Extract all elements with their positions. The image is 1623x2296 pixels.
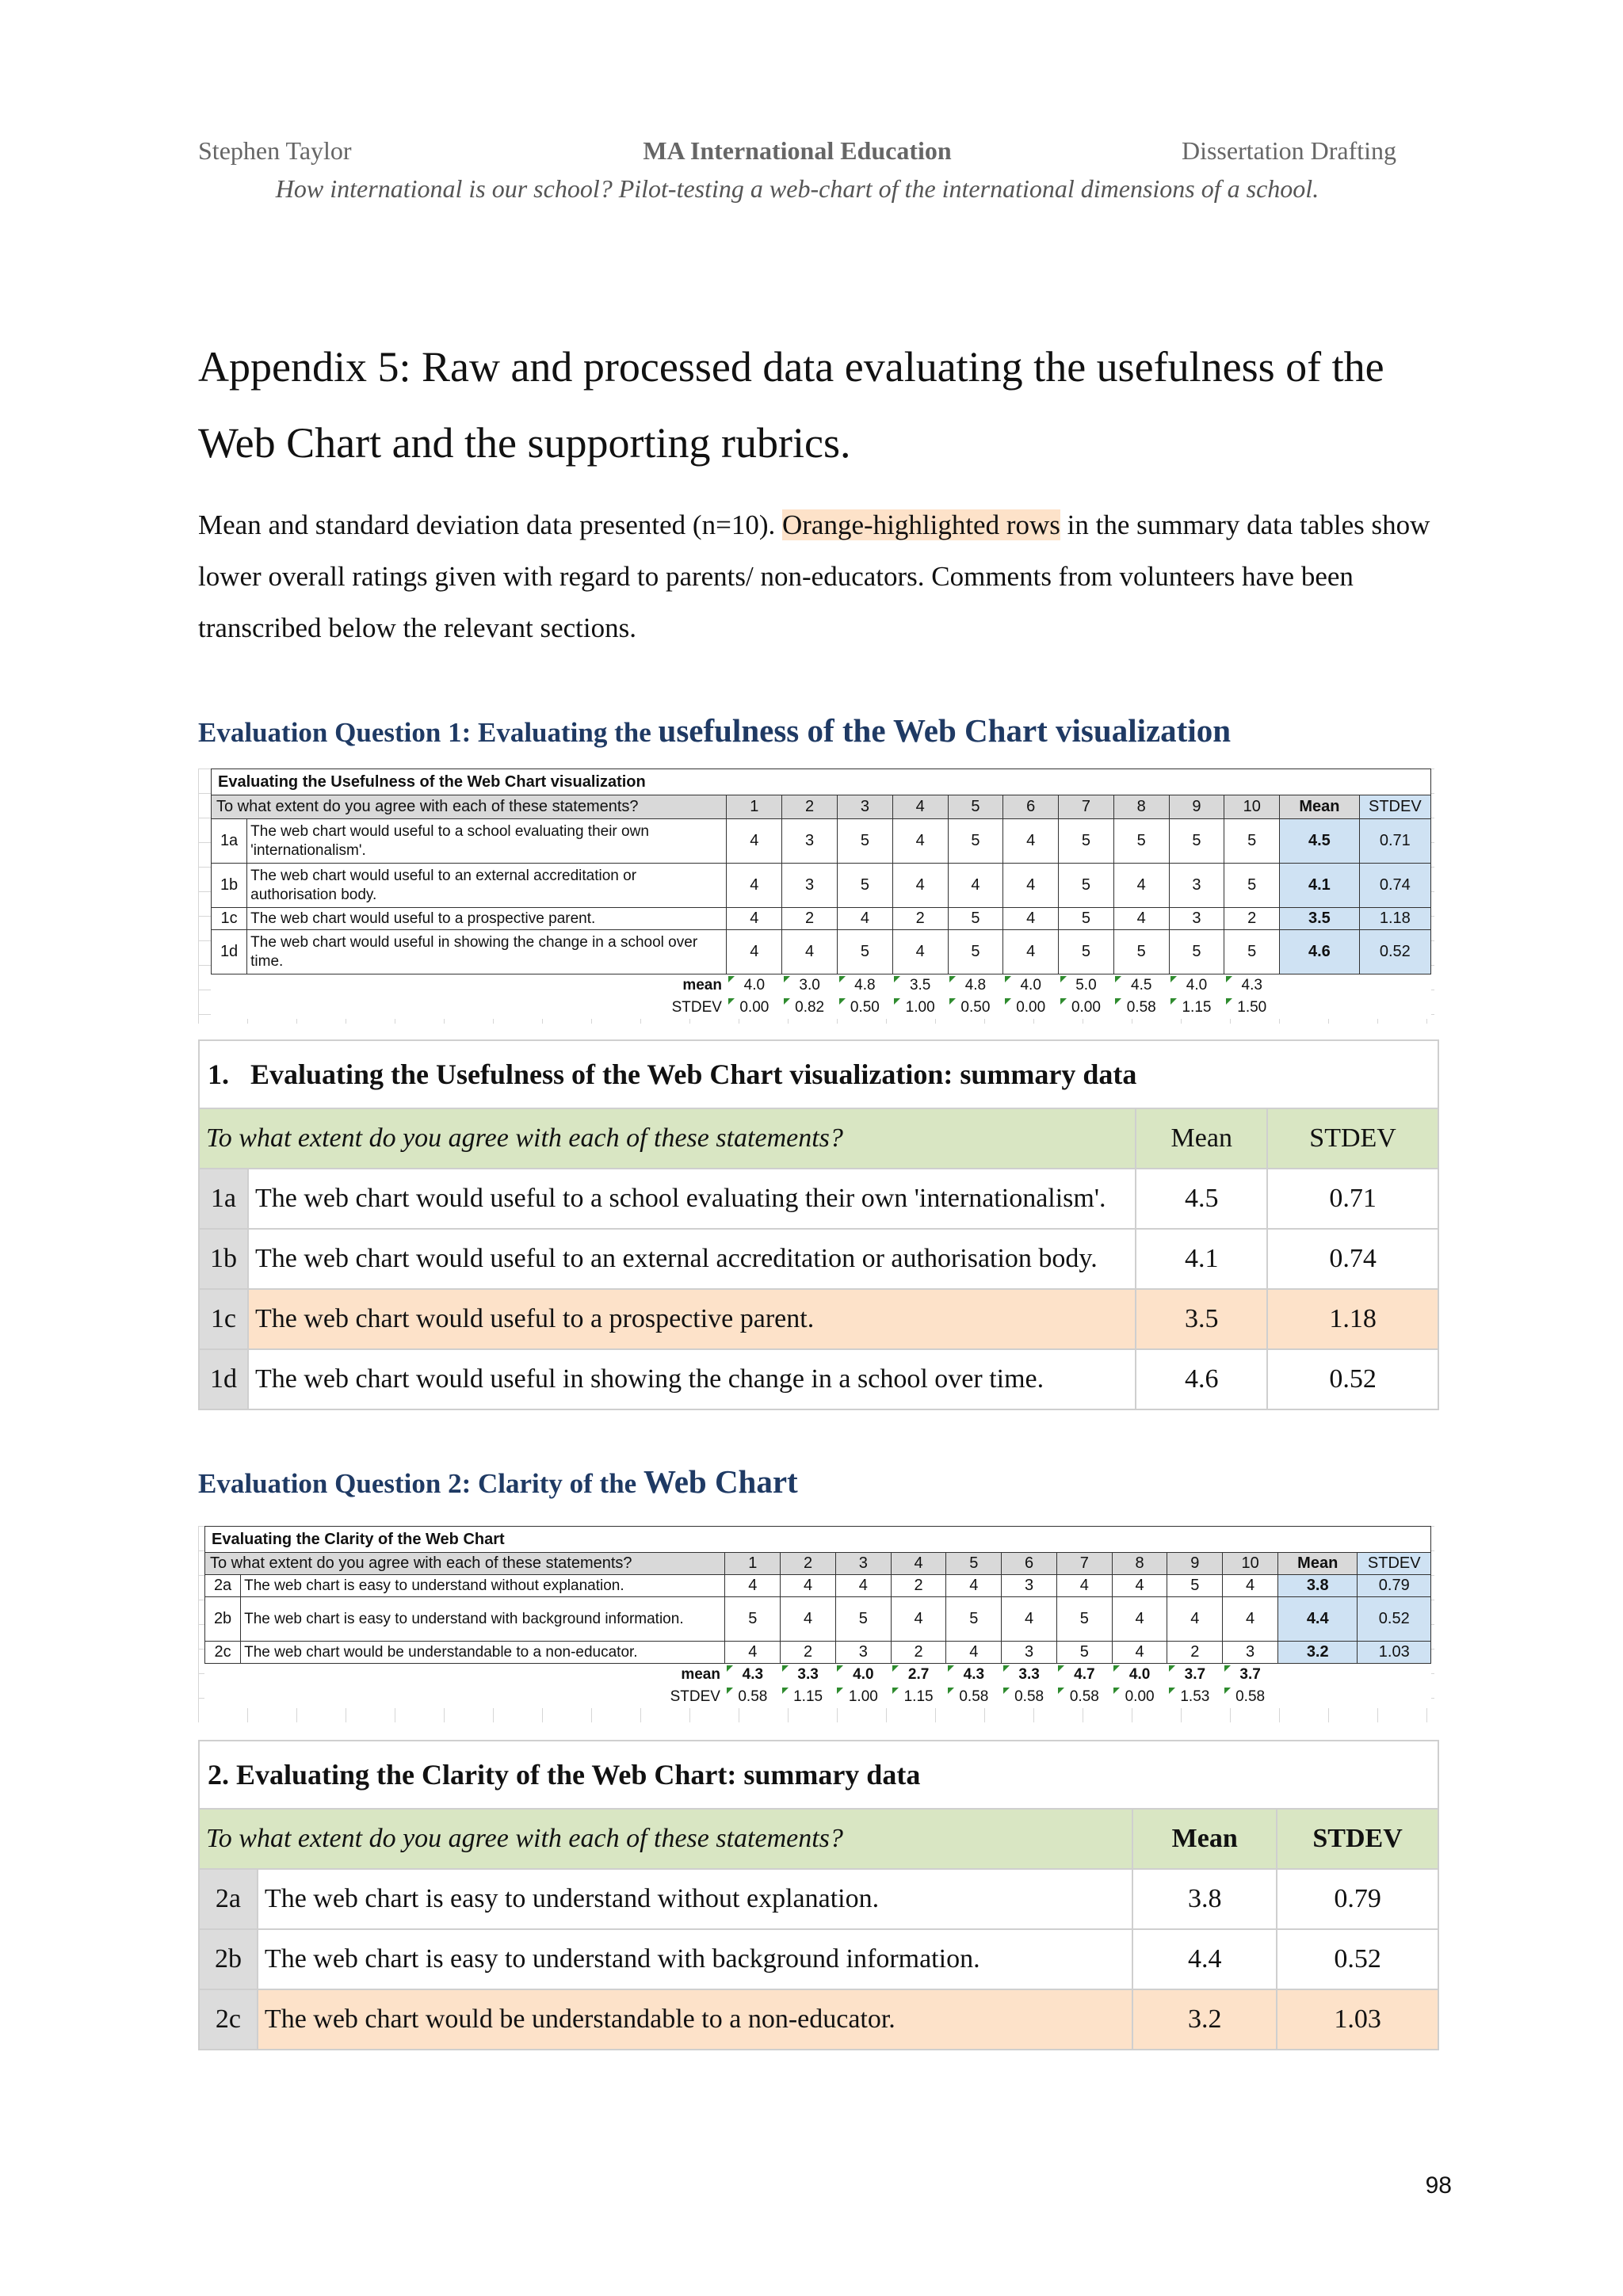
q1-summary-question: To what extent do you agree with each of these statements? <box>199 1108 1136 1169</box>
stdev-cell: 1.18 <box>1267 1289 1438 1349</box>
cell: 5 <box>1113 819 1169 864</box>
q1-col-mean: Mean <box>1280 795 1360 819</box>
cell: 5 <box>948 930 1003 974</box>
stdev-cell: 1.18 <box>1359 908 1430 930</box>
mean-cell: 3.8 <box>1277 1575 1358 1597</box>
stdev-cell: 0.52 <box>1267 1349 1438 1409</box>
cell: 4 <box>946 1575 1002 1597</box>
row-statement: The web chart is easy to understand with background information. <box>241 1597 725 1642</box>
row-code: 1d <box>212 930 247 974</box>
foot-cell: 4.7 <box>1056 1664 1112 1686</box>
q1-heading-big: usefulness of the Web Chart visualization <box>658 712 1232 749</box>
intro-highlight: Orange-highlighted rows <box>781 509 1060 540</box>
cell: 4 <box>1002 1597 1057 1642</box>
q2-heading-big: Web Chart <box>643 1463 798 1500</box>
cell: 5 <box>948 908 1003 930</box>
foot-cell: 3.7 <box>1223 1664 1278 1686</box>
cell: 3 <box>835 1642 891 1664</box>
q1-col-9: 9 <box>1169 795 1224 819</box>
cell: 4 <box>1112 1642 1167 1664</box>
stdev-cell: 0.52 <box>1359 930 1430 974</box>
cell: 3 <box>782 819 838 864</box>
q1-heading-prefix: Evaluation Question 1: Evaluating the <box>198 717 659 748</box>
cell: 4 <box>891 1597 946 1642</box>
cell: 5 <box>946 1597 1002 1642</box>
row-code: 2c <box>199 1989 258 2050</box>
q2-summary-row-2b <box>199 1929 1438 1989</box>
q1-sheet-foot-stdev <box>212 997 1431 1019</box>
row-statement: The web chart would useful in showing the change in a school over time. <box>247 930 727 974</box>
cell: 5 <box>1113 930 1169 974</box>
cell: 4 <box>1003 819 1059 864</box>
intro-text-2: in the summary data tables show lower overall ratings given with regard to parents/ non-educators. Comments from volunteers have been transcribed below the relevant sections. <box>198 509 1430 643</box>
cell: 2 <box>891 1642 946 1664</box>
intro-paragraph <box>198 499 1434 654</box>
q2-summary-title: 2. Evaluating the Clarity of the Web Chart: summary data <box>199 1741 1438 1809</box>
cell: 5 <box>835 1597 891 1642</box>
foot-cell: 4.3 <box>1224 974 1280 997</box>
foot-cell: 1.53 <box>1167 1686 1223 1708</box>
q2-heading <box>198 1463 798 1501</box>
q2-col-4: 4 <box>891 1553 946 1575</box>
foot-cell: 1.15 <box>891 1686 946 1708</box>
foot-cell: 0.58 <box>1113 997 1169 1019</box>
q1-summary-row-1d <box>199 1349 1438 1409</box>
foot-cell: 0.50 <box>838 997 893 1019</box>
q1-col-3: 3 <box>838 795 893 819</box>
q1-sheet-row-1a <box>212 819 1431 864</box>
q2-sheet-question: To what extent do you agree with each of these statements? <box>205 1553 725 1575</box>
q2-sheet-row-2a <box>205 1575 1431 1597</box>
q1-summary-row-1b <box>199 1229 1438 1289</box>
q2-summary-row-2c <box>199 1989 1438 2050</box>
cell: 4 <box>892 819 948 864</box>
cell: 4 <box>727 819 782 864</box>
row-statement: The web chart would useful to a prospective parent. <box>247 908 727 930</box>
intro-text-1: Mean and standard deviation data presented (n=10). <box>198 509 782 540</box>
q1-summary-mean-header: Mean <box>1136 1108 1267 1169</box>
q1-summary-row-1c <box>199 1289 1438 1349</box>
mean-cell: 4.5 <box>1136 1169 1267 1229</box>
q2-col-mean: Mean <box>1277 1553 1358 1575</box>
foot-cell: 4.0 <box>1169 974 1224 997</box>
cell: 3 <box>1002 1575 1057 1597</box>
cell: 5 <box>838 864 893 908</box>
q1-heading <box>198 711 1231 749</box>
q2-sheet-row-2b <box>205 1597 1431 1642</box>
cell: 4 <box>1223 1597 1278 1642</box>
row-code: 1a <box>212 819 247 864</box>
q1-summary-title-text: Evaluating the Usefulness of the Web Chart visualization: summary data <box>250 1058 1137 1090</box>
foot-cell: 0.58 <box>1056 1686 1112 1708</box>
foot-cell: 0.00 <box>1059 997 1114 1019</box>
foot-cell: 0.00 <box>727 997 782 1019</box>
q2-summary-question: To what extent do you agree with each of these statements? <box>199 1809 1132 1869</box>
q1-sheet-question: To what extent do you agree with each of these statements? <box>212 795 727 819</box>
q1-col-10: 10 <box>1224 795 1280 819</box>
cell: 5 <box>1224 930 1280 974</box>
q2-sheet-foot-mean <box>205 1664 1431 1686</box>
row-code: 2b <box>199 1929 258 1989</box>
q1-sheet-row-1b <box>212 864 1431 908</box>
cell: 4 <box>782 930 838 974</box>
cell: 5 <box>1169 930 1224 974</box>
row-code: 2a <box>199 1869 258 1929</box>
row-code: 1b <box>212 864 247 908</box>
cell: 4 <box>781 1575 836 1597</box>
cell: 4 <box>725 1642 781 1664</box>
appendix-heading: Appendix 5: Raw and processed data evaluating the usefulness of the Web Chart and the supporting rubrics. <box>198 343 1384 467</box>
cell: 4 <box>835 1575 891 1597</box>
cell: 5 <box>838 930 893 974</box>
q2-summary-stdev-header: STDEV <box>1277 1809 1438 1869</box>
foot-cell: 0.58 <box>725 1686 781 1708</box>
cell: 5 <box>1059 908 1114 930</box>
q2-heading-prefix: Evaluation Question 2: Clarity of the <box>198 1468 643 1499</box>
cell: 4 <box>1056 1575 1112 1597</box>
mean-cell: 4.6 <box>1280 930 1360 974</box>
q1-col-1: 1 <box>727 795 782 819</box>
stdev-cell: 1.03 <box>1358 1642 1431 1664</box>
cell: 4 <box>781 1597 836 1642</box>
cell: 4 <box>1112 1575 1167 1597</box>
q1-sheet-row-1c <box>212 908 1431 930</box>
cell: 2 <box>1224 908 1280 930</box>
row-statement: The web chart would useful to a school evaluating their own 'internationalism'. <box>247 819 727 864</box>
foot-cell: 1.00 <box>835 1686 891 1708</box>
foot-cell: 0.00 <box>1112 1686 1167 1708</box>
row-statement: The web chart would useful to an external accreditation or authorisation body. <box>248 1229 1136 1289</box>
cell: 4 <box>948 864 1003 908</box>
mean-cell: 3.5 <box>1280 908 1360 930</box>
q2-col-9: 9 <box>1167 1553 1223 1575</box>
foot-cell: 4.5 <box>1113 974 1169 997</box>
cell: 5 <box>838 819 893 864</box>
q1-col-2: 2 <box>782 795 838 819</box>
foot-cell: 1.15 <box>781 1686 836 1708</box>
q1-summary-table <box>198 1039 1439 1410</box>
foot-cell: 0.58 <box>1223 1686 1278 1708</box>
foot-cell: 1.50 <box>1224 997 1280 1019</box>
mean-cell: 3.2 <box>1132 1989 1277 2050</box>
header-author: Stephen Taylor <box>198 136 352 165</box>
cell: 5 <box>1224 819 1280 864</box>
header-doc-type: Dissertation Drafting <box>1181 136 1396 165</box>
mean-cell: 4.1 <box>1136 1229 1267 1289</box>
cell: 4 <box>892 930 948 974</box>
foot-cell: 1.15 <box>1169 997 1224 1019</box>
cell: 4 <box>838 908 893 930</box>
header-subtitle: How international is our school? Pilot-testing a web-chart of the international dimensions of a school. <box>275 174 1319 203</box>
row-code: 2b <box>205 1597 241 1642</box>
cell: 5 <box>1056 1597 1112 1642</box>
q2-col-5: 5 <box>946 1553 1002 1575</box>
q1-col-stdev: STDEV <box>1359 795 1430 819</box>
q1-sheet-foot-mean <box>212 974 1431 997</box>
row-statement: The web chart is easy to understand without explanation. <box>241 1575 725 1597</box>
mean-cell: 4.4 <box>1132 1929 1277 1989</box>
cell: 2 <box>782 908 838 930</box>
foot-cell: 3.0 <box>782 974 838 997</box>
q2-col-1: 1 <box>725 1553 781 1575</box>
cell: 4 <box>1223 1575 1278 1597</box>
q2-sheet-title: Evaluating the Clarity of the Web Chart <box>205 1527 1431 1553</box>
foot-cell: 0.58 <box>946 1686 1002 1708</box>
q2-summary-row-2a <box>199 1869 1438 1929</box>
foot-cell: 3.3 <box>781 1664 836 1686</box>
foot-label: STDEV <box>670 1688 720 1705</box>
stdev-cell: 0.52 <box>1358 1597 1431 1642</box>
row-code: 1c <box>199 1289 248 1349</box>
foot-cell: 4.8 <box>838 974 893 997</box>
stdev-cell: 0.79 <box>1277 1869 1438 1929</box>
stdev-cell: 1.03 <box>1277 1989 1438 2050</box>
foot-cell: 4.0 <box>727 974 782 997</box>
q2-sheet-row-2c <box>205 1642 1431 1664</box>
row-code: 1d <box>199 1349 248 1409</box>
row-statement: The web chart would useful in showing the change in a school over time. <box>248 1349 1136 1409</box>
q1-col-6: 6 <box>1003 795 1059 819</box>
cell: 5 <box>1059 819 1114 864</box>
cell: 4 <box>725 1575 781 1597</box>
cell: 5 <box>1056 1642 1112 1664</box>
foot-label: mean <box>681 1665 720 1683</box>
cell: 4 <box>1113 864 1169 908</box>
q1-sheet-row-1d <box>212 930 1431 974</box>
stdev-cell: 0.74 <box>1267 1229 1438 1289</box>
mean-cell: 3.8 <box>1132 1869 1277 1929</box>
q1-sheet-title: Evaluating the Usefulness of the Web Chart visualization <box>212 769 1431 795</box>
cell: 4 <box>892 864 948 908</box>
q2-col-3: 3 <box>835 1553 891 1575</box>
mean-cell: 3.5 <box>1136 1289 1267 1349</box>
q2-col-6: 6 <box>1002 1553 1057 1575</box>
row-code: 2c <box>205 1642 241 1664</box>
running-header <box>198 136 1396 176</box>
foot-cell: 4.0 <box>835 1664 891 1686</box>
cell: 5 <box>1224 864 1280 908</box>
q2-summary-table <box>198 1740 1439 2050</box>
foot-cell: 3.5 <box>892 974 948 997</box>
foot-label: mean <box>682 976 722 994</box>
q1-col-5: 5 <box>948 795 1003 819</box>
cell: 5 <box>1169 819 1224 864</box>
foot-cell: 3.3 <box>1002 1664 1057 1686</box>
q2-spreadsheet <box>198 1526 1434 1722</box>
stdev-cell: 0.71 <box>1359 819 1430 864</box>
q1-summary-title-num: 1. <box>208 1058 229 1090</box>
q2-summary-mean-header: Mean <box>1132 1809 1277 1869</box>
cell: 3 <box>782 864 838 908</box>
cell: 3 <box>1223 1642 1278 1664</box>
q1-summary-stdev-header: STDEV <box>1267 1108 1438 1169</box>
row-statement: The web chart would useful to an external accreditation or authorisation body. <box>247 864 727 908</box>
foot-cell: 0.82 <box>782 997 838 1019</box>
foot-cell: 0.00 <box>1003 997 1059 1019</box>
foot-cell: 4.0 <box>1003 974 1059 997</box>
q1-spreadsheet <box>198 769 1434 1024</box>
foot-cell: 4.3 <box>946 1664 1002 1686</box>
page-number: 98 <box>1425 2172 1452 2199</box>
foot-cell: 0.50 <box>948 997 1003 1019</box>
row-statement: The web chart would useful to a school evaluating their own 'internationalism'. <box>248 1169 1136 1229</box>
q2-col-stdev: STDEV <box>1358 1553 1431 1575</box>
cell: 3 <box>1169 864 1224 908</box>
foot-cell: 0.58 <box>1002 1686 1057 1708</box>
cell: 5 <box>1059 864 1114 908</box>
stdev-cell: 0.52 <box>1277 1929 1438 1989</box>
foot-cell: 2.7 <box>891 1664 946 1686</box>
foot-cell: 4.3 <box>725 1664 781 1686</box>
cell: 5 <box>948 819 1003 864</box>
foot-cell: 4.0 <box>1112 1664 1167 1686</box>
cell: 4 <box>1003 864 1059 908</box>
q1-col-4: 4 <box>892 795 948 819</box>
foot-cell: 5.0 <box>1059 974 1114 997</box>
row-code: 1b <box>199 1229 248 1289</box>
foot-cell: 4.8 <box>948 974 1003 997</box>
row-statement: The web chart would be understandable to a non-educator. <box>258 1989 1132 2050</box>
cell: 3 <box>1169 908 1224 930</box>
cell: 2 <box>1167 1642 1223 1664</box>
mean-cell: 4.1 <box>1280 864 1360 908</box>
cell: 4 <box>946 1642 1002 1664</box>
q2-col-7: 7 <box>1056 1553 1112 1575</box>
cell: 5 <box>1167 1575 1223 1597</box>
foot-cell: 3.7 <box>1167 1664 1223 1686</box>
cell: 4 <box>1003 930 1059 974</box>
cell: 4 <box>727 908 782 930</box>
mean-cell: 4.6 <box>1136 1349 1267 1409</box>
stdev-cell: 0.74 <box>1359 864 1430 908</box>
row-statement: The web chart is easy to understand with background information. <box>258 1929 1132 1989</box>
q1-col-7: 7 <box>1059 795 1114 819</box>
cell: 2 <box>892 908 948 930</box>
mean-cell: 4.5 <box>1280 819 1360 864</box>
cell: 4 <box>727 864 782 908</box>
q2-sheet-foot-stdev <box>205 1686 1431 1708</box>
cell: 4 <box>1167 1597 1223 1642</box>
q2-col-10: 10 <box>1223 1553 1278 1575</box>
row-code: 1c <box>212 908 247 930</box>
q1-col-8: 8 <box>1113 795 1169 819</box>
row-code: 2a <box>205 1575 241 1597</box>
q1-summary-row-1a <box>199 1169 1438 1229</box>
q1-sheet-table <box>211 769 1431 1019</box>
cell: 3 <box>1002 1642 1057 1664</box>
q2-col-2: 2 <box>781 1553 836 1575</box>
row-statement: The web chart would useful to a prospective parent. <box>248 1289 1136 1349</box>
stdev-cell: 0.79 <box>1358 1575 1431 1597</box>
foot-label: STDEV <box>671 998 722 1016</box>
foot-cell: 1.00 <box>892 997 948 1019</box>
q2-sheet-table <box>204 1526 1431 1708</box>
q2-col-8: 8 <box>1112 1553 1167 1575</box>
cell: 2 <box>891 1575 946 1597</box>
cell: 4 <box>1112 1597 1167 1642</box>
row-statement: The web chart would be understandable to a non-educator. <box>241 1642 725 1664</box>
cell: 5 <box>1059 930 1114 974</box>
q1-summary-title <box>199 1040 1438 1108</box>
row-code: 1a <box>199 1169 248 1229</box>
stdev-cell: 0.71 <box>1267 1169 1438 1229</box>
mean-cell: 4.4 <box>1277 1597 1358 1642</box>
cell: 4 <box>727 930 782 974</box>
cell: 2 <box>781 1642 836 1664</box>
row-statement: The web chart is easy to understand without explanation. <box>258 1869 1132 1929</box>
cell: 5 <box>725 1597 781 1642</box>
cell: 4 <box>1003 908 1059 930</box>
cell: 4 <box>1113 908 1169 930</box>
mean-cell: 3.2 <box>1277 1642 1358 1664</box>
header-course: MA International Education <box>643 136 952 165</box>
